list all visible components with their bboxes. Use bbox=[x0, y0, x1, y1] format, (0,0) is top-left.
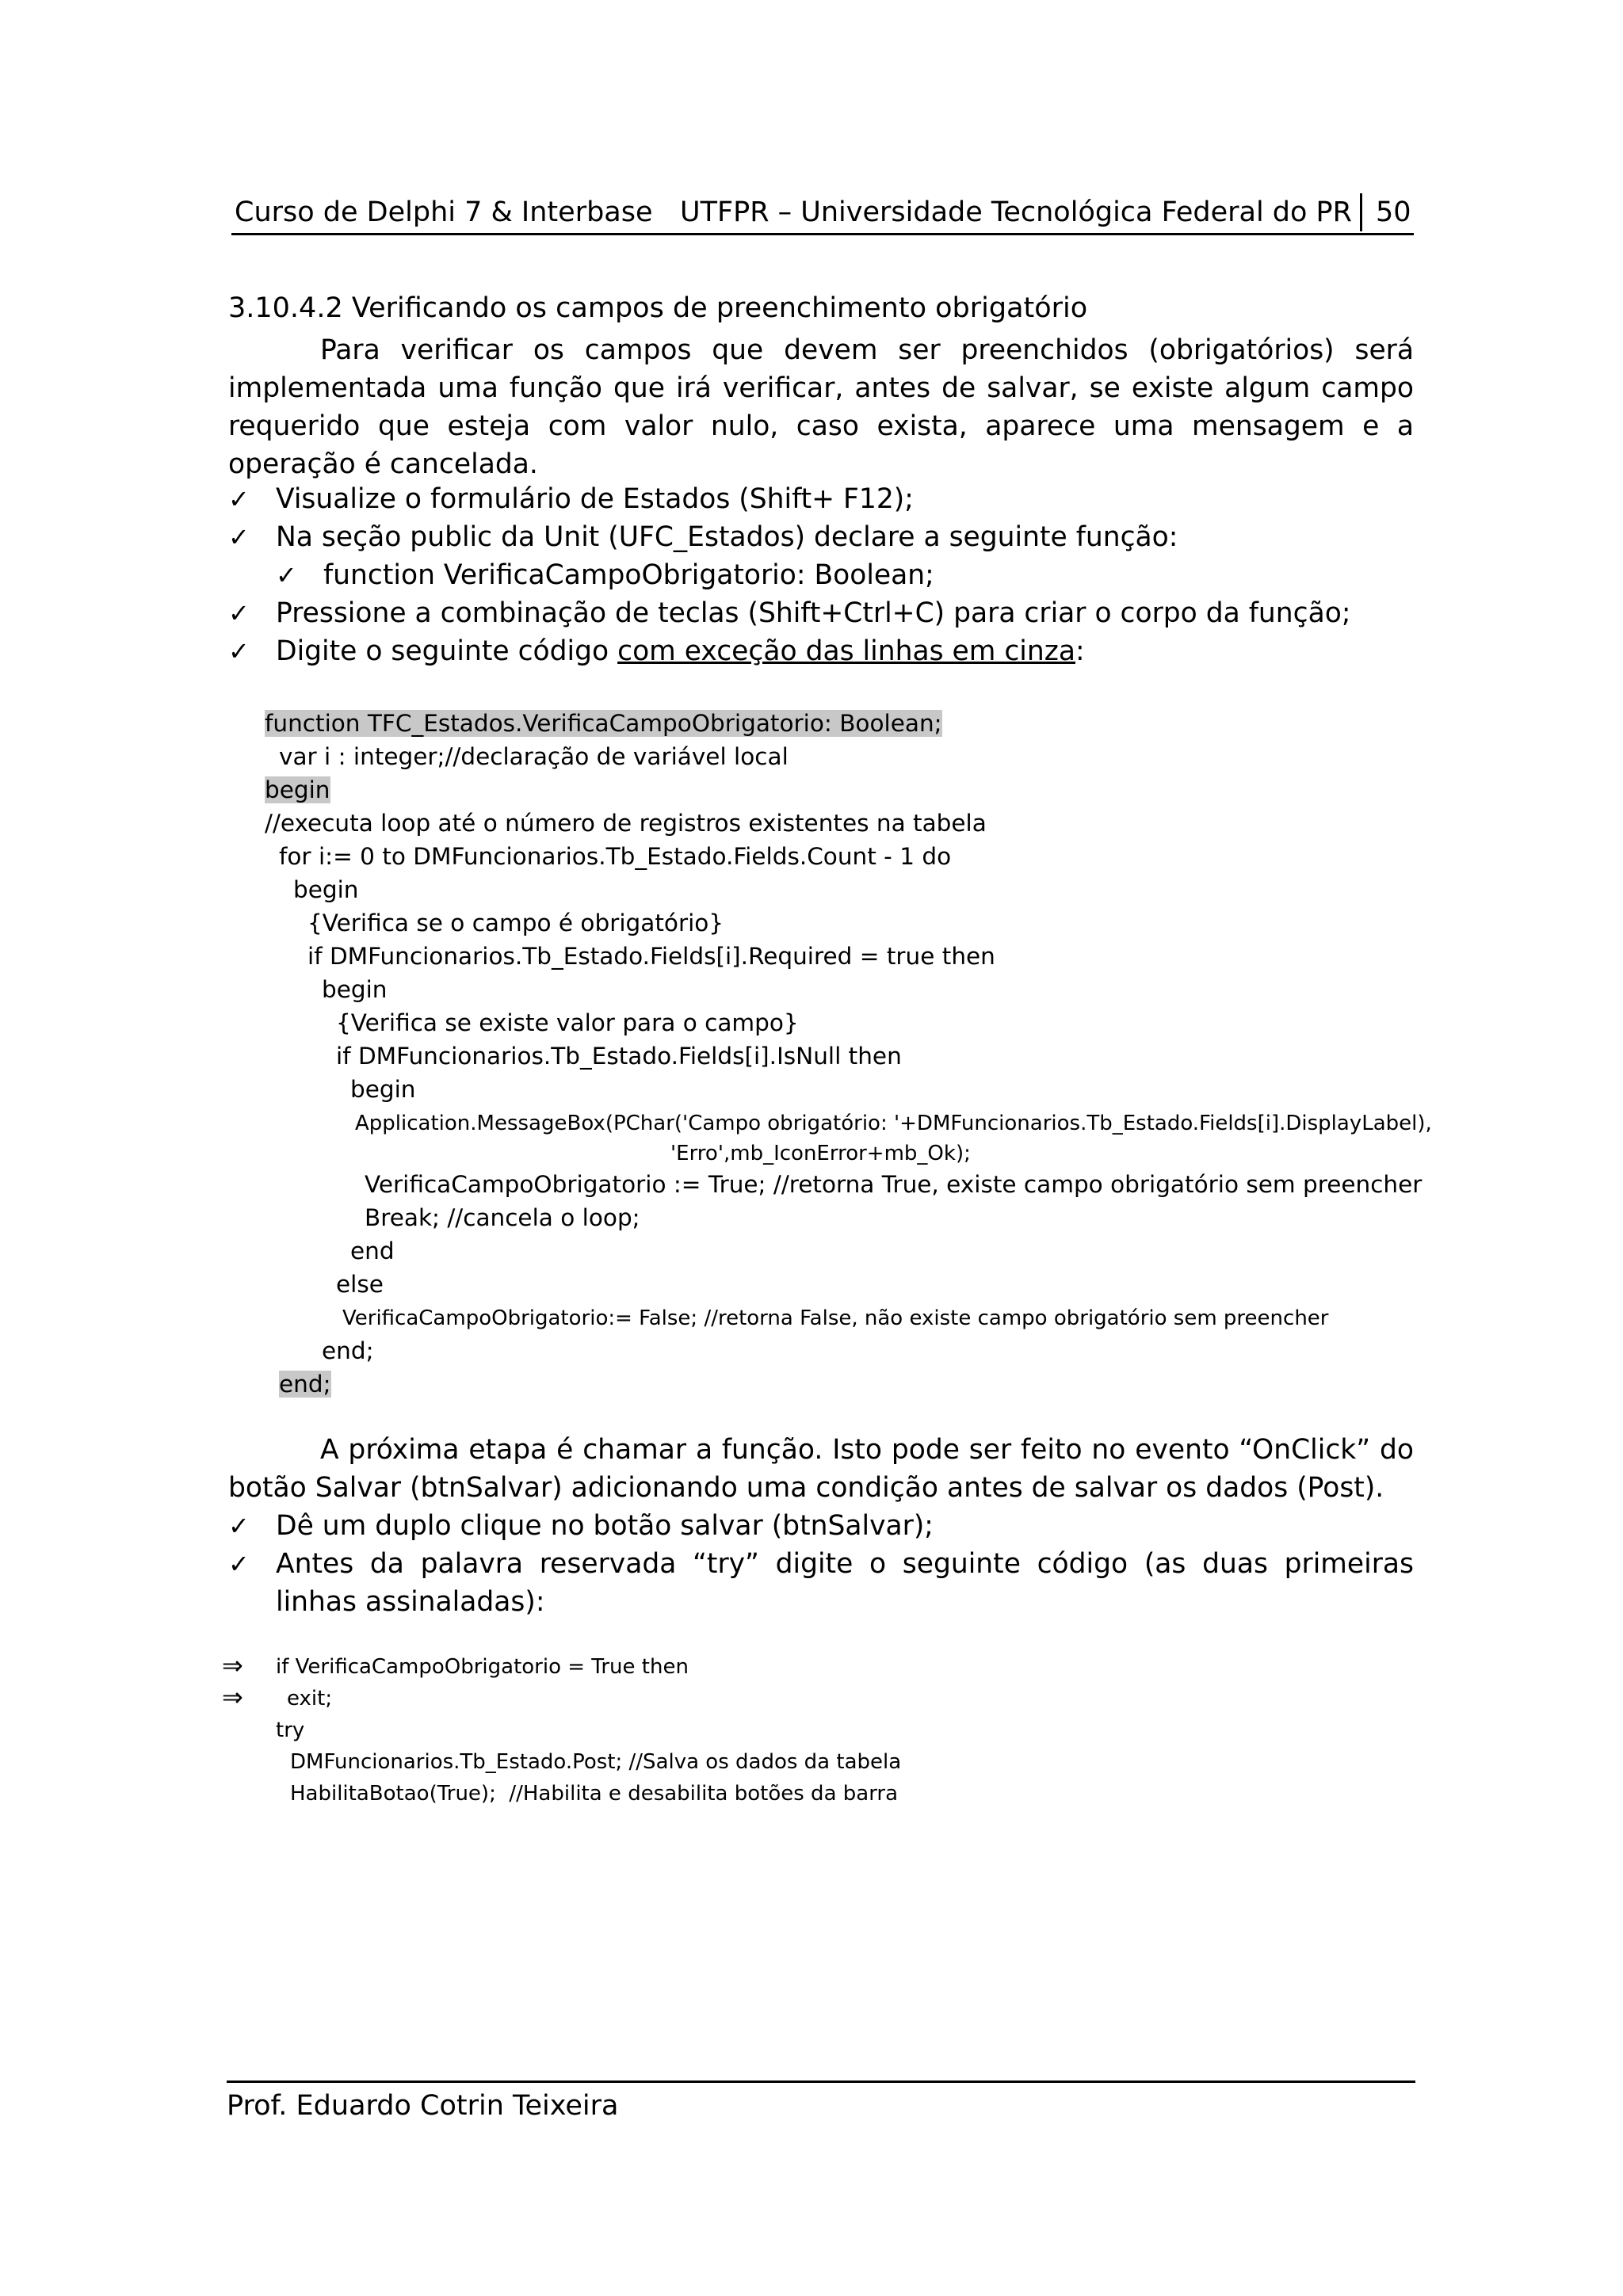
code-line: if VerificaCampoObrigatorio = True then bbox=[276, 1655, 689, 1679]
code-line: begin bbox=[350, 1076, 416, 1103]
code-line: 'Erro',mb_IconError+mb_Ok); bbox=[670, 1142, 971, 1165]
code-line: var i : integer;//declaração de variável local bbox=[279, 743, 789, 770]
header-course-title: Curso de Delphi 7 & Interbase bbox=[235, 196, 653, 228]
code-line: try bbox=[276, 1718, 305, 1742]
code-line: Break; //cancela o loop; bbox=[365, 1204, 640, 1231]
page-number: 50 bbox=[1376, 196, 1411, 228]
step-6-text: Antes da palavra reservada “try” digite o seguinte código (as duas primeiras linhas assinaladas): bbox=[276, 1548, 1414, 1618]
code-line: {Verifica se o campo é obrigatório} bbox=[307, 910, 724, 936]
code-line bbox=[279, 1367, 331, 1401]
header-institution: UTFPR – Universidade Tecnológica Federal do PR bbox=[679, 196, 1352, 228]
code-line: VerificaCampoObrigatorio := True; //retorna True, existe campo obrigatório sem preencher bbox=[365, 1171, 1423, 1198]
step-4-lead: Digite o seguinte código bbox=[276, 635, 618, 667]
code-line: {Verifica se existe valor para o campo} bbox=[336, 1009, 799, 1036]
code-line: HabilitaBotao(True); //Habilita e desabilita botões da barra bbox=[290, 1782, 899, 1806]
code-line: begin bbox=[293, 876, 359, 903]
paragraph-2: A próxima etapa é chamar a função. Isto pode ser feito no evento “OnClick” do botão Salvar (btnSalvar) adicionando uma condição antes de salvar os dados (Post). bbox=[228, 1434, 1414, 1504]
header-rule bbox=[231, 233, 1414, 235]
code-line: VerificaCampoObrigatorio:= False; //retorna False, não existe campo obrigatório sem preencher bbox=[342, 1306, 1329, 1330]
step-4-text bbox=[276, 632, 1085, 670]
code-line: if DMFuncionarios.Tb_Estado.Fields[i].IsNull then bbox=[336, 1043, 902, 1070]
check-icon: ✓ bbox=[228, 636, 250, 666]
header-separator bbox=[1360, 193, 1362, 231]
code-line: for i:= 0 to DMFuncionarios.Tb_Estado.Fields.Count - 1 do bbox=[279, 843, 952, 870]
check-icon: ✓ bbox=[228, 522, 250, 552]
code-line: DMFuncionarios.Tb_Estado.Post; //Salva os dados da tabela bbox=[290, 1750, 902, 1774]
code-highlight: function TFC_Estados.VerificaCampoObrigatorio: Boolean; bbox=[265, 710, 942, 737]
code-line: end; bbox=[322, 1337, 374, 1364]
page-header bbox=[231, 193, 1414, 231]
check-icon: ✓ bbox=[228, 1549, 250, 1579]
code-line: exit; bbox=[287, 1687, 333, 1711]
code-line bbox=[265, 707, 942, 740]
intro-paragraph: Para verificar os campos que devem ser preenchidos (obrigatórios) será implementada uma função que irá verificar, antes de salvar, se existe algum campo requerido que esteja com valor nulo, caso exista, aparece uma mensagem e a operação é cancelada. bbox=[228, 334, 1414, 480]
footer-rule bbox=[227, 2081, 1415, 2083]
step-2-sub-text: function VerificaCampoObrigatorio: Boolean; bbox=[323, 559, 934, 591]
section-title: 3.10.4.2 Verificando os campos de preenchimento obrigatório bbox=[228, 292, 1088, 324]
check-icon: ✓ bbox=[228, 484, 250, 514]
arrow-icon: ⇒ bbox=[222, 1682, 243, 1712]
code-highlight: end; bbox=[279, 1371, 331, 1398]
code-line: if DMFuncionarios.Tb_Estado.Fields[i].Required = true then bbox=[307, 943, 995, 970]
footer-author: Prof. Eduardo Cotrin Teixeira bbox=[227, 2090, 619, 2122]
code-line: Application.MessageBox(PChar('Campo obrigatório: '+DMFuncionarios.Tb_Estado.Fields[i].DisplayLabel), bbox=[355, 1112, 1432, 1135]
code-line: begin bbox=[322, 976, 388, 1003]
arrow-icon: ⇒ bbox=[222, 1650, 243, 1680]
check-icon: ✓ bbox=[276, 560, 297, 590]
step-5-text: Dê um duplo clique no botão salvar (btnSalvar); bbox=[276, 1510, 934, 1542]
step-3-text: Pressione a combinação de teclas (Shift+Ctrl+C) para criar o corpo da função; bbox=[276, 597, 1351, 629]
step-2-text: Na seção public da Unit (UFC_Estados) declare a seguinte função: bbox=[276, 521, 1178, 553]
step-6 bbox=[228, 1545, 1414, 1621]
check-icon: ✓ bbox=[228, 1511, 250, 1541]
code-line: //executa loop até o número de registros existentes na tabela bbox=[265, 810, 987, 837]
step-4-underlined: com exceção das linhas em cinza bbox=[617, 635, 1076, 667]
step-4-colon: : bbox=[1075, 635, 1085, 667]
code-highlight: begin bbox=[265, 776, 330, 803]
check-icon: ✓ bbox=[228, 598, 250, 628]
step-1-text: Visualize o formulário de Estados (Shift+ F12); bbox=[276, 483, 914, 515]
code-line bbox=[265, 773, 330, 807]
code-line: end bbox=[350, 1238, 395, 1264]
code-line: else bbox=[336, 1271, 384, 1298]
